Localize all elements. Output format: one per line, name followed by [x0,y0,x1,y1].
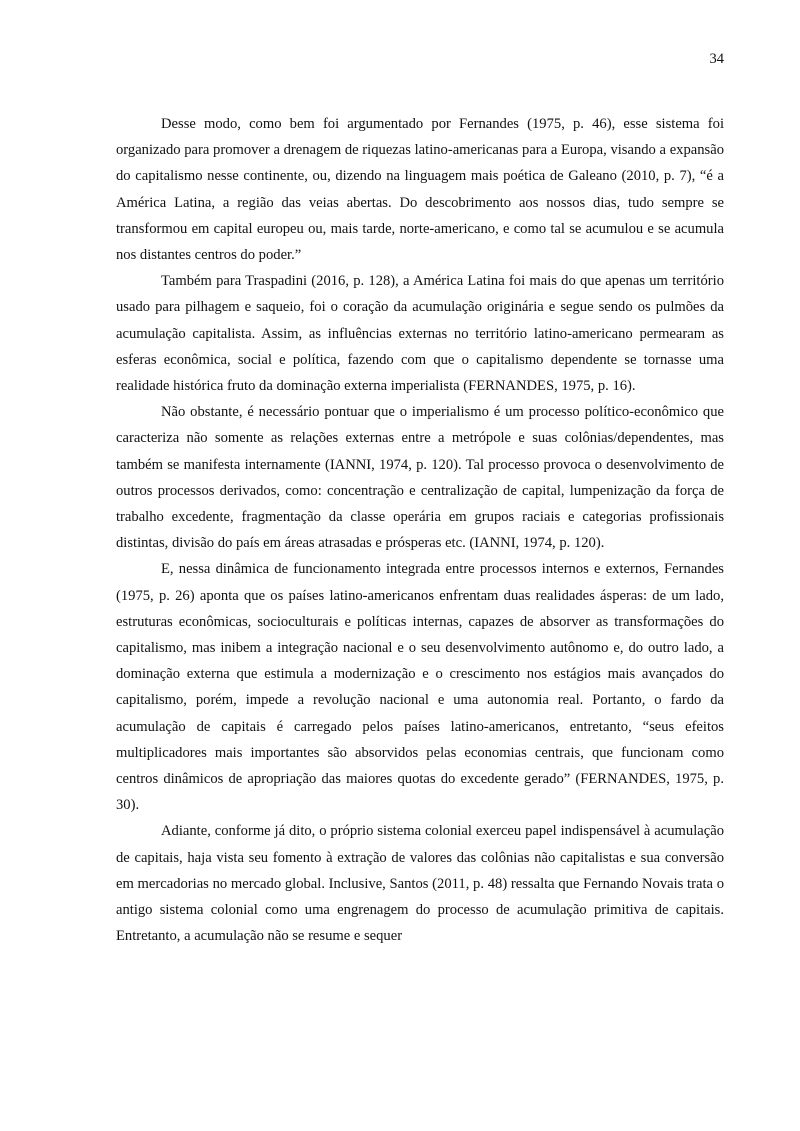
page-number: 34 [709,51,724,67]
paragraph-2: Também para Traspadini (2016, p. 128), a América Latina foi mais do que apenas um território usado para pilhagem e saqueio, foi o coração da acumulação originária e segue sendo os pulmões da acumulação capitalista. Assim, as influências externas no território latino-americano permearam as esferas econômica, social e política, fazendo com que o capitalismo dependente se tornasse uma realidade histórica fruto da dominação externa imperialista (FERNANDES, 1975, p. 16). [116,273,724,395]
paragraph-3: Não obstante, é necessário pontuar que o imperialismo é um processo político-econômico que caracteriza não somente as relações externas entre a metrópole e suas colônias/dependentes, mas também se manifesta internamente (IANNI, 1974, p. 120). Tal processo provoca o desenvolvimento de outros processos derivados, como: concentração e centralização de capital, lumpenização da força de trabalho excedente, fragmentação da classe operária em grupos raciais e categorias profissionais distintas, divisão do país em áreas atrasadas e prósperas etc. (IANNI, 1974, p. 120). [116,404,724,552]
paragraph-5: Adiante, conforme já dito, o próprio sistema colonial exerceu papel indispensável à acumulação de capitais, haja vista seu fomento à extração de valores das colônias não capitalistas e sua conversão em mercadorias no mercado global. Inclusive, Santos (2011, p. 48) ressalta que Fernando Novais trata o antigo sistema colonial como uma engrenagem do processo de acumulação primitiva de capitais. Entretanto, a acumulação não se resume e sequer [116,823,724,945]
paragraph-1: Desse modo, como bem foi argumentado por Fernandes (1975, p. 46), esse sistema foi organizado para promover a drenagem de riquezas latino-americanas para a Europa, visando a expansão do capitalismo nesse continente, ou, dizendo na linguagem mais poética de Galeano (2010, p. 7), “é a América Latina, a região das veias abertas. Do descobrimento aos nossos dias, tudo sempre se transformou em capital europeu ou, mais tarde, norte-americano, e como tal se acumulou e se acumula nos distantes centros do poder.” [116,116,724,264]
document-body [116,111,724,950]
paragraph-4: E, nessa dinâmica de funcionamento integrada entre processos internos e externos, Fernandes (1975, p. 26) aponta que os países latino-americanos enfrentam duas realidades ásperas: de um lado, estruturas econômicas, socioculturais e políticas internas, capazes de absorver as transformações do capitalismo, mas inibem a integração nacional e o seu desenvolvimento autônomo e, do outro lado, a dominação externa que estimula a modernização e o crescimento nos estágios mais avançados do capitalismo, porém, impede a revolução nacional e uma autonomia real. Portanto, o fardo da acumulação de capitais é carregado pelos países latino-americanos, entretanto, “seus efeitos multiplicadores mais importantes são absorvidos pelas economias centrais, que funcionam como centros dinâmicos de apropriação das maiores quotas do excedente gerado” (FERNANDES, 1975, p. 30). [116,561,724,814]
